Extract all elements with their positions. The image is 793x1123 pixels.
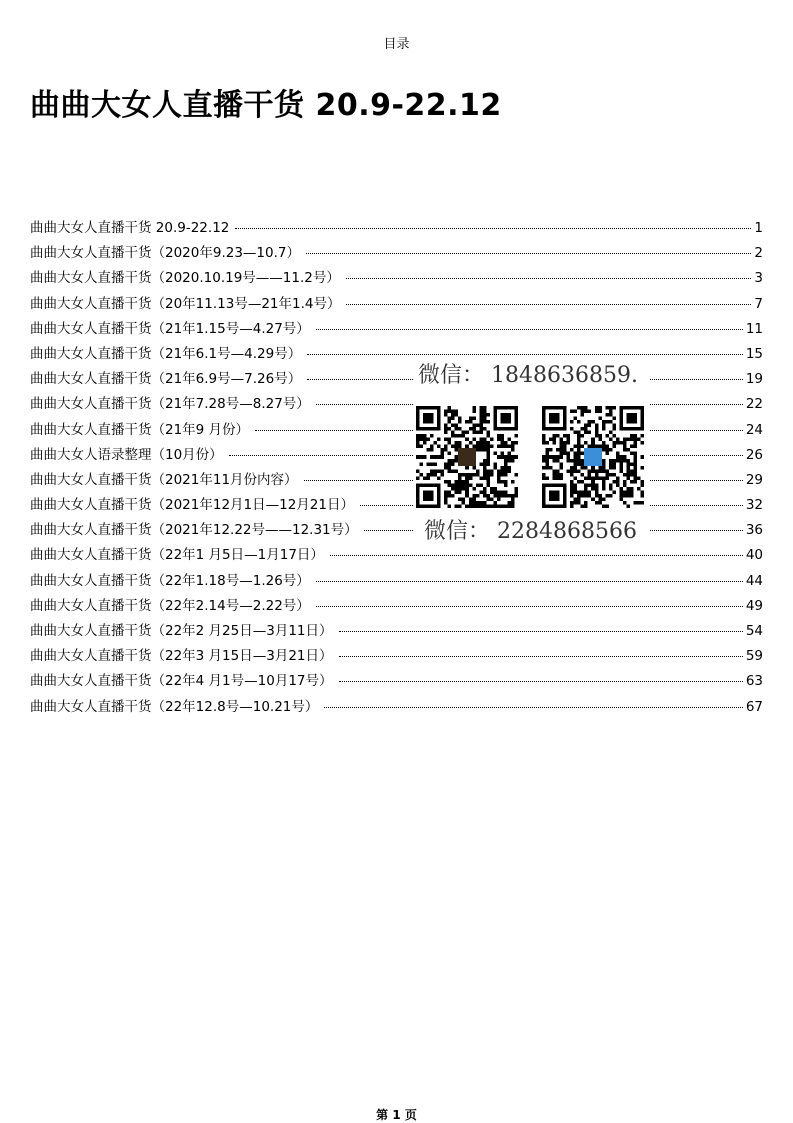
toc-entry[interactable] — [30, 266, 763, 291]
toc-entry[interactable] — [30, 418, 763, 443]
toc-entry-page-number: 54 — [745, 623, 763, 639]
toc-entry-label: 曲曲大女人直播干货（21年1.15号—4.27号） — [30, 320, 310, 337]
toc-dot-leader — [339, 681, 743, 682]
toc-dot-leader — [316, 581, 743, 582]
page-footer: 第 1 页 — [376, 1108, 417, 1122]
toc-entry[interactable] — [30, 468, 763, 493]
toc-entry[interactable] — [30, 619, 763, 644]
toc-entry-label: 曲曲大女人直播干货（21年7.28号—8.27号） — [30, 396, 310, 413]
toc-entry-page-number: 3 — [754, 270, 763, 287]
toc-entry[interactable] — [30, 292, 763, 317]
toc-entry[interactable] — [30, 216, 763, 241]
toc-dot-leader — [316, 606, 743, 607]
toc-entry-page-number: 63 — [745, 673, 763, 690]
toc-entry-label: 曲曲大女人直播干货（22年12.8号—10.21号） — [30, 698, 319, 715]
toc-entry-label: 曲曲大女人直播干货（21年6.1号—4.29号） — [30, 345, 302, 362]
toc-entry-label: 曲曲大女人直播干货 20.9-22.12 — [30, 220, 230, 236]
toc-entry-label: 曲曲大女人直播干货（22年1.18号—1.26号） — [30, 572, 310, 589]
toc-entry-label: 曲曲大女人直播干货（22年1 月5日—1月17日） — [30, 547, 324, 564]
toc-entry-label: 曲曲大女人直播干货（2020.10.19号——11.2号） — [30, 270, 340, 287]
toc-entry[interactable] — [30, 569, 763, 594]
toc-dot-leader — [339, 631, 743, 632]
toc-entry[interactable] — [30, 342, 763, 367]
toc-entry[interactable] — [30, 695, 763, 720]
toc-entry-page-number: 19 — [745, 371, 763, 388]
toc-entry[interactable] — [30, 493, 763, 518]
toc-entry-label: 曲曲大女人直播干货（21年9 月份） — [30, 421, 250, 438]
toc-entry-page-number: 44 — [745, 572, 763, 589]
toc-entry-label: 曲曲大女人语录整理（10月份） — [30, 446, 223, 463]
wechat-id-bottom: 微信： 2284868566 — [424, 519, 637, 544]
toc-entry-page-number: 26 — [745, 446, 763, 463]
toc-entry-label: 曲曲大女人直播干货（22年4 月1号—10月17号） — [30, 673, 333, 690]
toc-entry-label: 曲曲大女人直播干货（2021年11月份内容） — [30, 471, 298, 488]
toc-entry-page-number: 40 — [745, 547, 763, 564]
toc-entry-page-number: 7 — [754, 295, 763, 312]
toc-entry-page-number: 32 — [745, 497, 763, 514]
toc-entry-label: 曲曲大女人直播干货（20年11.13号—21年1.4号） — [30, 295, 341, 312]
toc-entry[interactable] — [30, 392, 763, 417]
toc-dot-leader — [346, 278, 752, 279]
toc-dot-leader — [339, 656, 743, 657]
toc-entry-label: 曲曲大女人直播干货（22年3 月15日—3月21日） — [30, 648, 333, 665]
wechat-overlay — [414, 356, 650, 548]
toc-entry[interactable] — [30, 669, 763, 694]
toc-dot-leader — [307, 354, 743, 355]
toc-dot-leader — [306, 253, 751, 254]
toc-entry[interactable] — [30, 317, 763, 342]
document-title: 曲曲大女人直播干货 20.9-22.12 — [30, 88, 502, 123]
toc-entry[interactable] — [30, 644, 763, 669]
toc-entry[interactable] — [30, 518, 763, 543]
toc-dot-leader — [324, 707, 742, 708]
toc-entry-page-number: 49 — [745, 597, 763, 614]
toc-entry-label: 曲曲大女人直播干货（22年2.14号—2.22号） — [30, 597, 310, 614]
wechat-id-top: 微信： 1848636859. — [418, 363, 638, 388]
page-header: 目录 — [383, 37, 410, 52]
toc-entry[interactable] — [30, 241, 763, 266]
toc-dot-leader — [235, 228, 751, 229]
toc-entry[interactable] — [30, 543, 763, 568]
toc-entry-label: 曲曲大女人直播干货（21年6.9号—7.26号） — [30, 371, 302, 388]
toc-entry[interactable] — [30, 443, 763, 468]
qr-code-icon — [542, 406, 644, 508]
toc-entry-page-number: 59 — [745, 648, 763, 665]
toc-entry-page-number: 2 — [754, 245, 763, 262]
toc-entry[interactable] — [30, 367, 763, 392]
toc-dot-leader — [330, 555, 743, 556]
toc-entry-page-number: 24 — [745, 421, 763, 438]
toc-dot-leader — [316, 329, 743, 330]
toc-entry-page-number: 36 — [745, 522, 763, 539]
toc-entry-page-number: 15 — [745, 345, 763, 362]
toc-entry-page-number: 67 — [745, 698, 763, 715]
toc-entry-label: 曲曲大女人直播干货（2021年12月1日—12月21日） — [30, 497, 354, 514]
qr-code-icon — [416, 406, 518, 508]
toc-entry-label: 曲曲大女人直播干货（22年2 月25日—3月11日） — [30, 623, 333, 639]
table-of-contents — [30, 216, 763, 720]
toc-entry-page-number: 1 — [754, 220, 763, 236]
toc-dot-leader — [346, 304, 751, 305]
toc-entry-page-number: 29 — [745, 471, 763, 488]
toc-entry-page-number: 11 — [745, 320, 763, 337]
toc-entry-label: 曲曲大女人直播干货（2020年9.23—10.7） — [30, 245, 300, 262]
toc-entry-page-number: 22 — [745, 396, 763, 413]
toc-entry[interactable] — [30, 594, 763, 619]
toc-entry-label: 曲曲大女人直播干货（2021年12.22号——12.31号） — [30, 522, 358, 539]
